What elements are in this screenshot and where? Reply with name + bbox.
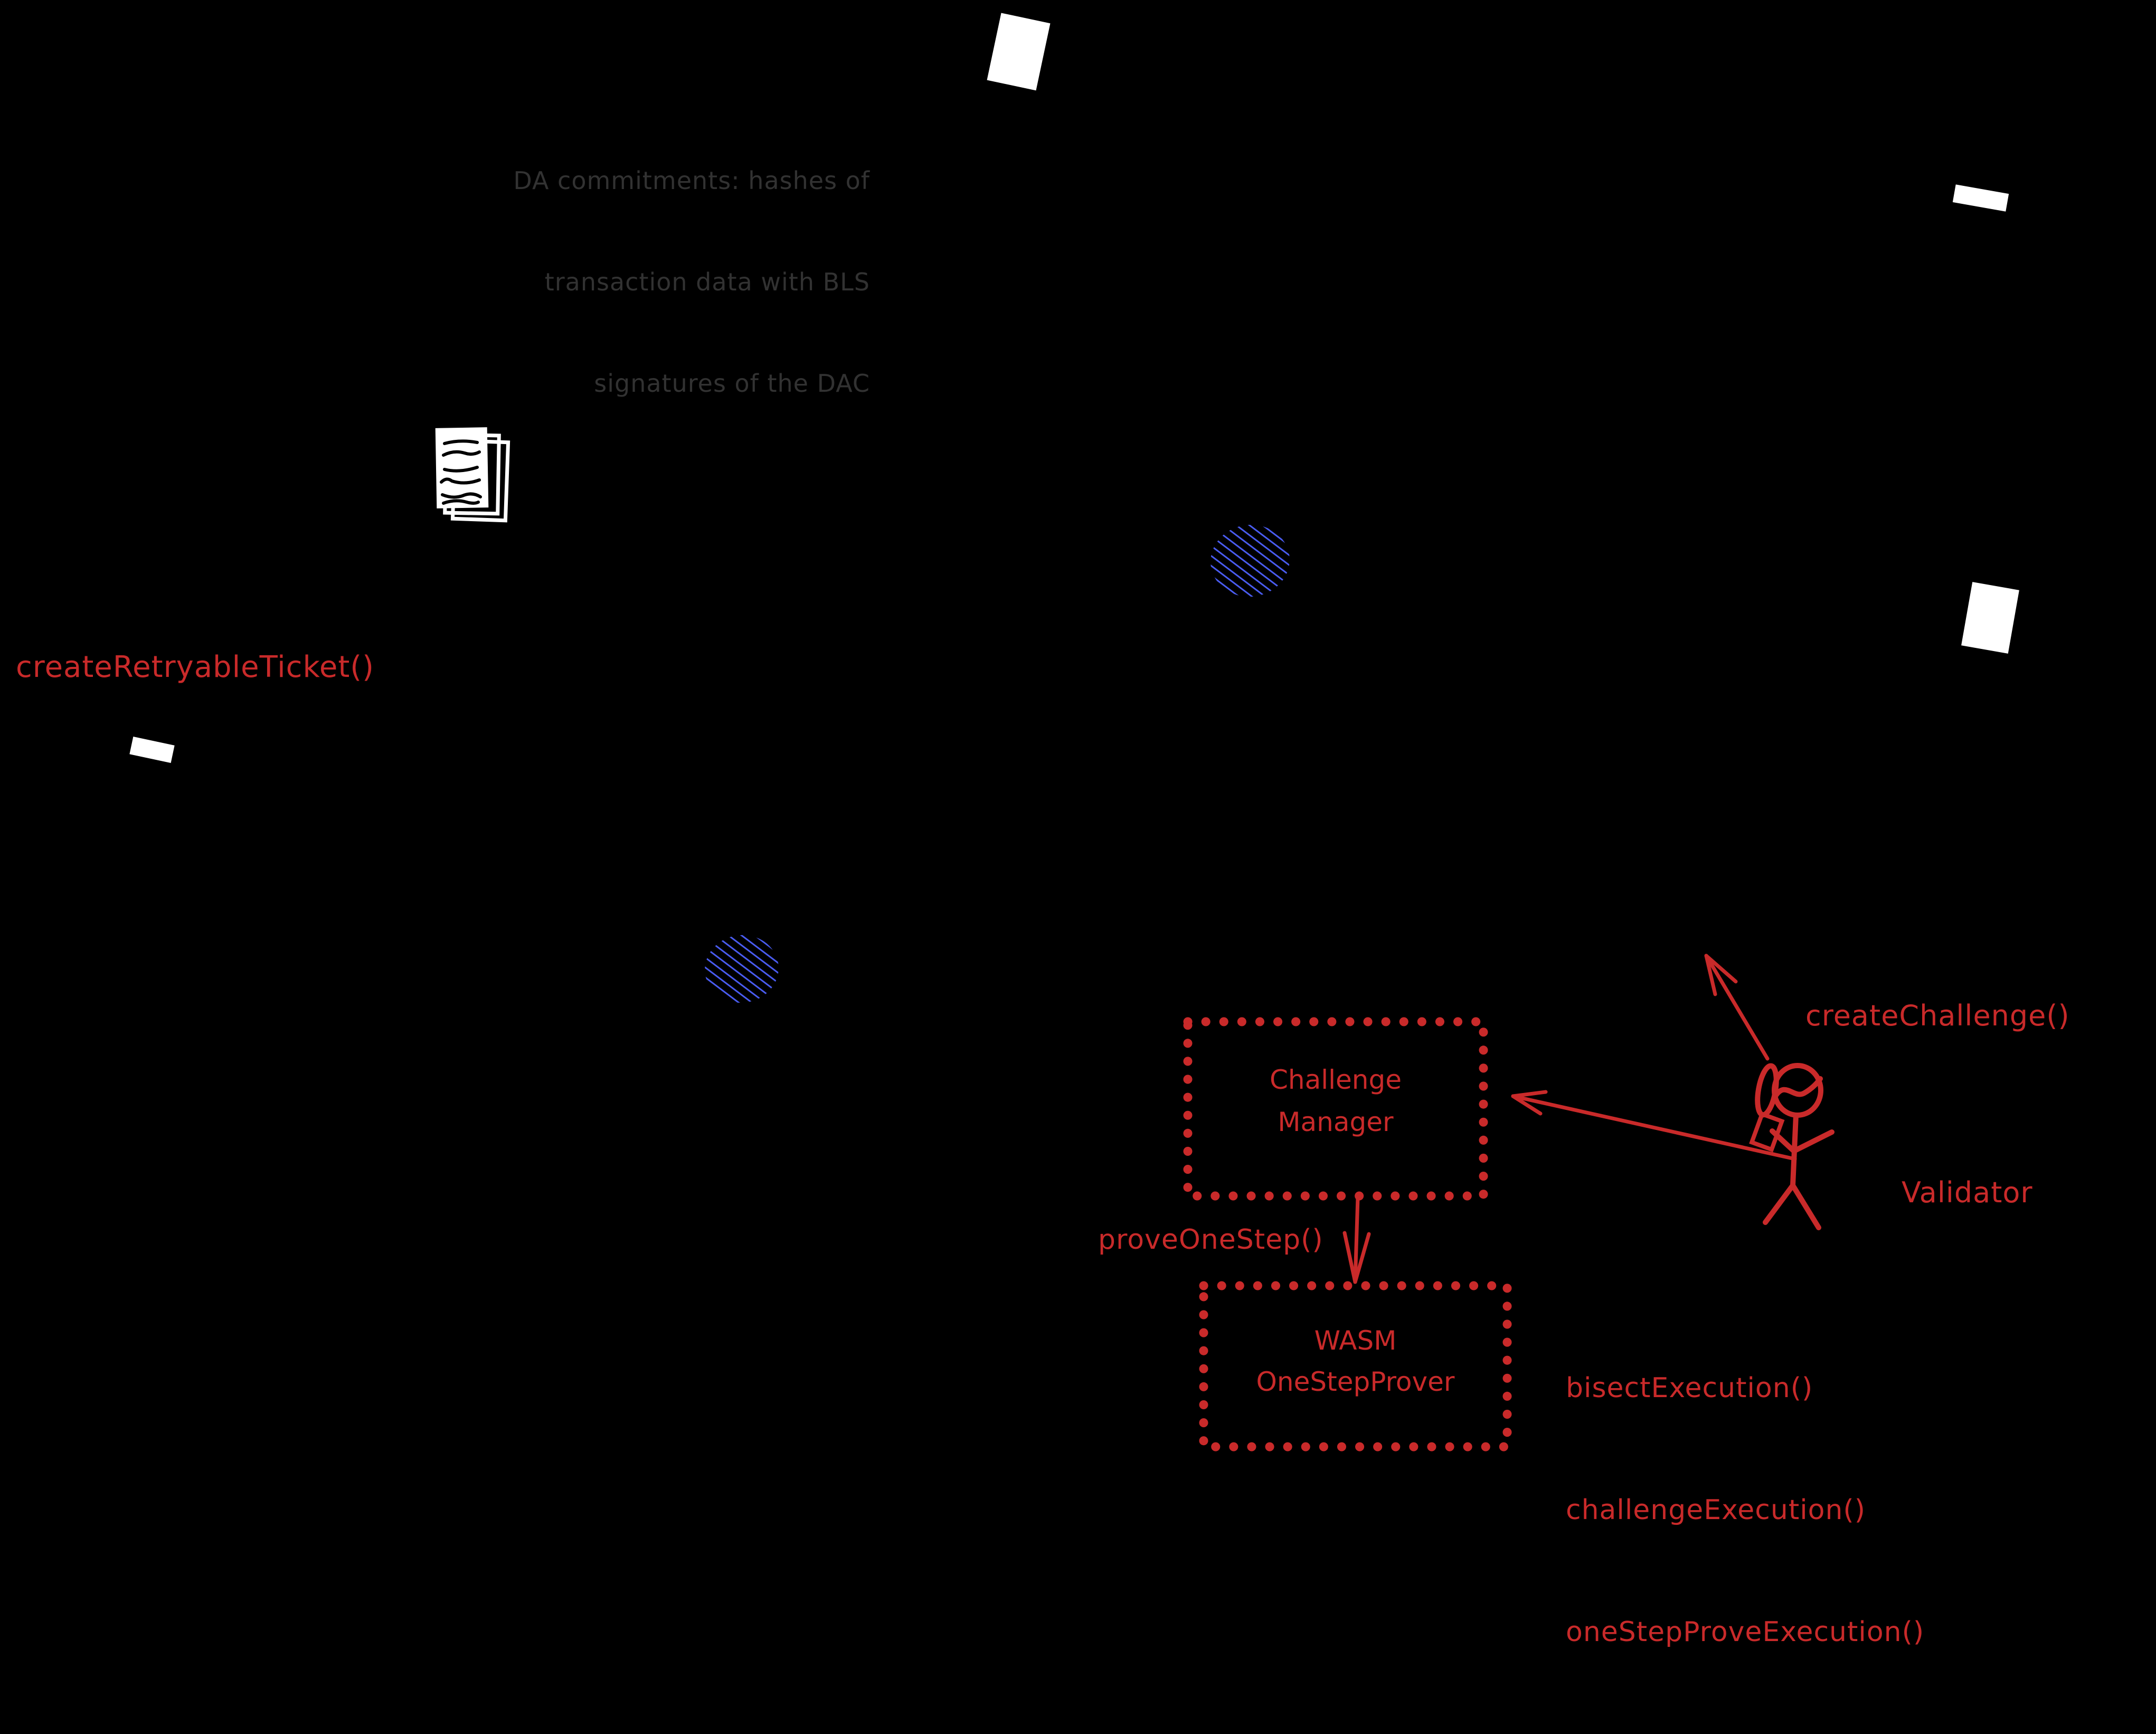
validator-call-list [1566,1287,1924,1734]
create-retryable-ticket-label: createRetryableTicket() [16,650,374,684]
prove-one-step-label: proveOneStep() [1098,1224,1323,1256]
blue-hatched-token-icon [1206,520,1294,602]
create-challenge-label: createChallenge() [1805,999,2070,1032]
white-paper-icon [1961,582,2019,654]
arrow-create-challenge [1706,956,1767,1059]
document-stack-icon [436,427,508,521]
challenge-manager-line: Manager [1278,1107,1394,1137]
wasm-line: WASM [1314,1325,1397,1356]
wasm-line: OneStepProver [1256,1367,1455,1397]
wasm-onestepprover-label [1204,1320,1507,1402]
arrow-challenge-manager-to-wasm [1345,1198,1369,1282]
validator-figure-icon [1752,1064,1832,1228]
white-paper-icon [1953,184,2009,211]
blue-hatched-token-icon [701,930,783,1007]
validator-call: oneStepProveExecution() [1566,1616,1925,1648]
white-paper-icon [987,13,1051,90]
validator-label: Validator [1902,1176,2033,1209]
validator-call: bisectExecution() [1566,1372,1813,1404]
arrow-validator-to-challenge-manager [1513,1092,1795,1159]
da-note-line: transaction data with BLS [544,268,870,296]
validator-call: challengeExecution() [1566,1494,1866,1526]
challenge-manager-label [1188,1059,1483,1143]
da-note-line: signatures of the DAC [594,369,870,398]
challenge-manager-line: Challenge [1270,1064,1402,1095]
da-commitments-note [513,96,870,468]
white-paper-icon [129,737,174,763]
da-note-line: DA commitments: hashes of [513,166,870,195]
